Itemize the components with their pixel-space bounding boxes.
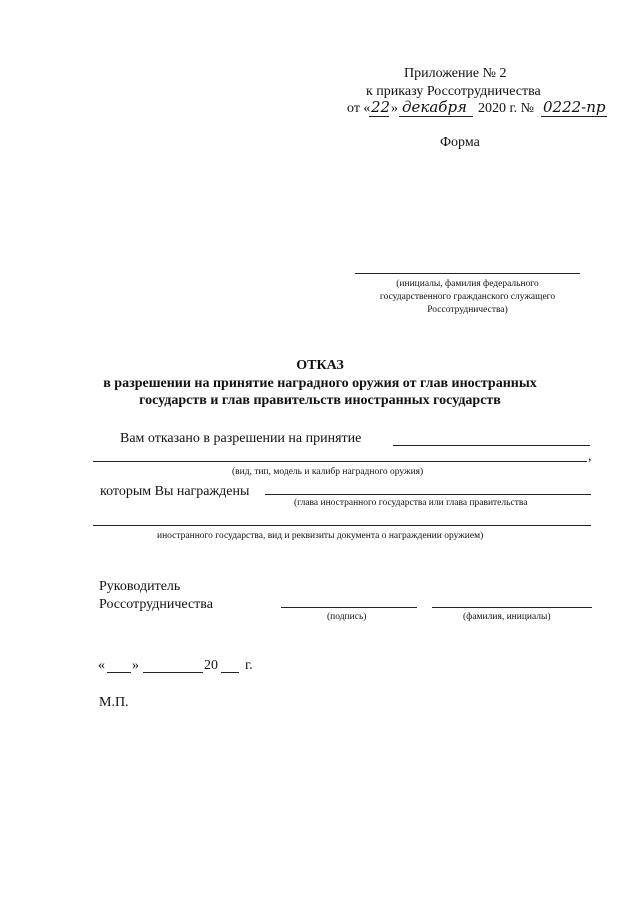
head-title-1: Руководитель: [99, 579, 181, 594]
weapon-caption: (вид, тип, модель и калибр наградного оружия): [232, 467, 424, 477]
refused-text: Вам отказано в разрешении на принятие: [120, 431, 362, 446]
awarder-line-1: [265, 494, 591, 495]
head-title-2: Россотрудничества: [99, 597, 213, 612]
order-date-line: [347, 98, 617, 123]
appendix-number: Приложение № 2: [404, 66, 507, 81]
name-caption: (фамилия, инициалы): [463, 612, 551, 622]
date-mid: »: [391, 101, 398, 116]
date-footer: [98, 658, 278, 678]
name-line: [432, 607, 592, 608]
awarder-caption-2: иностранного государства, вид и реквизиты документа о награждении оружием): [157, 531, 484, 541]
date-close-quote: »: [132, 658, 139, 673]
order-reference: к приказу Россотрудничества: [366, 84, 541, 99]
year-and-number-label: 2020 г. №: [478, 101, 535, 116]
weapon-comma: ,: [588, 449, 592, 464]
handwritten-day: 22: [371, 98, 391, 116]
handwritten-order-number: 0222-пр: [543, 98, 606, 116]
awarded-text: которым Вы награждены: [100, 484, 250, 499]
date-year-prefix: 20: [204, 658, 218, 673]
date-year-blank: [221, 672, 239, 673]
addressee-caption-3: Россотрудничества): [427, 305, 508, 315]
weapon-line-2: [93, 461, 587, 462]
date-open-quote: «: [98, 658, 105, 673]
date-prefix: от «: [347, 101, 371, 116]
date-year-suffix: г.: [245, 658, 253, 673]
number-underline: [541, 116, 607, 117]
signature-caption: (подпись): [327, 612, 367, 622]
stamp-place: М.П.: [99, 695, 129, 710]
awarder-caption: (глава иностранного государства или глава правительства: [294, 498, 528, 508]
weapon-line-1: [393, 445, 590, 446]
date-day-blank: [107, 672, 131, 673]
signature-line: [281, 607, 417, 608]
document-subtitle-1: в разрешении на принятие наградного оружия от глав иностранных: [103, 376, 537, 391]
addressee-caption-1: (инициалы, фамилия федерального: [396, 279, 539, 289]
handwritten-month: декабря: [402, 98, 467, 116]
addressee-caption-2: государственного гражданского служащего: [379, 292, 556, 302]
document-title: ОТКАЗ: [296, 358, 344, 373]
form-label: Форма: [440, 135, 480, 150]
addressee-line: [355, 273, 580, 274]
day-underline: [369, 116, 389, 117]
date-month-blank: [143, 672, 203, 673]
document-subtitle-2: государств и глав правительств иностранных государств: [139, 393, 501, 408]
month-underline: [399, 116, 473, 117]
awarder-line-2: [93, 525, 591, 526]
